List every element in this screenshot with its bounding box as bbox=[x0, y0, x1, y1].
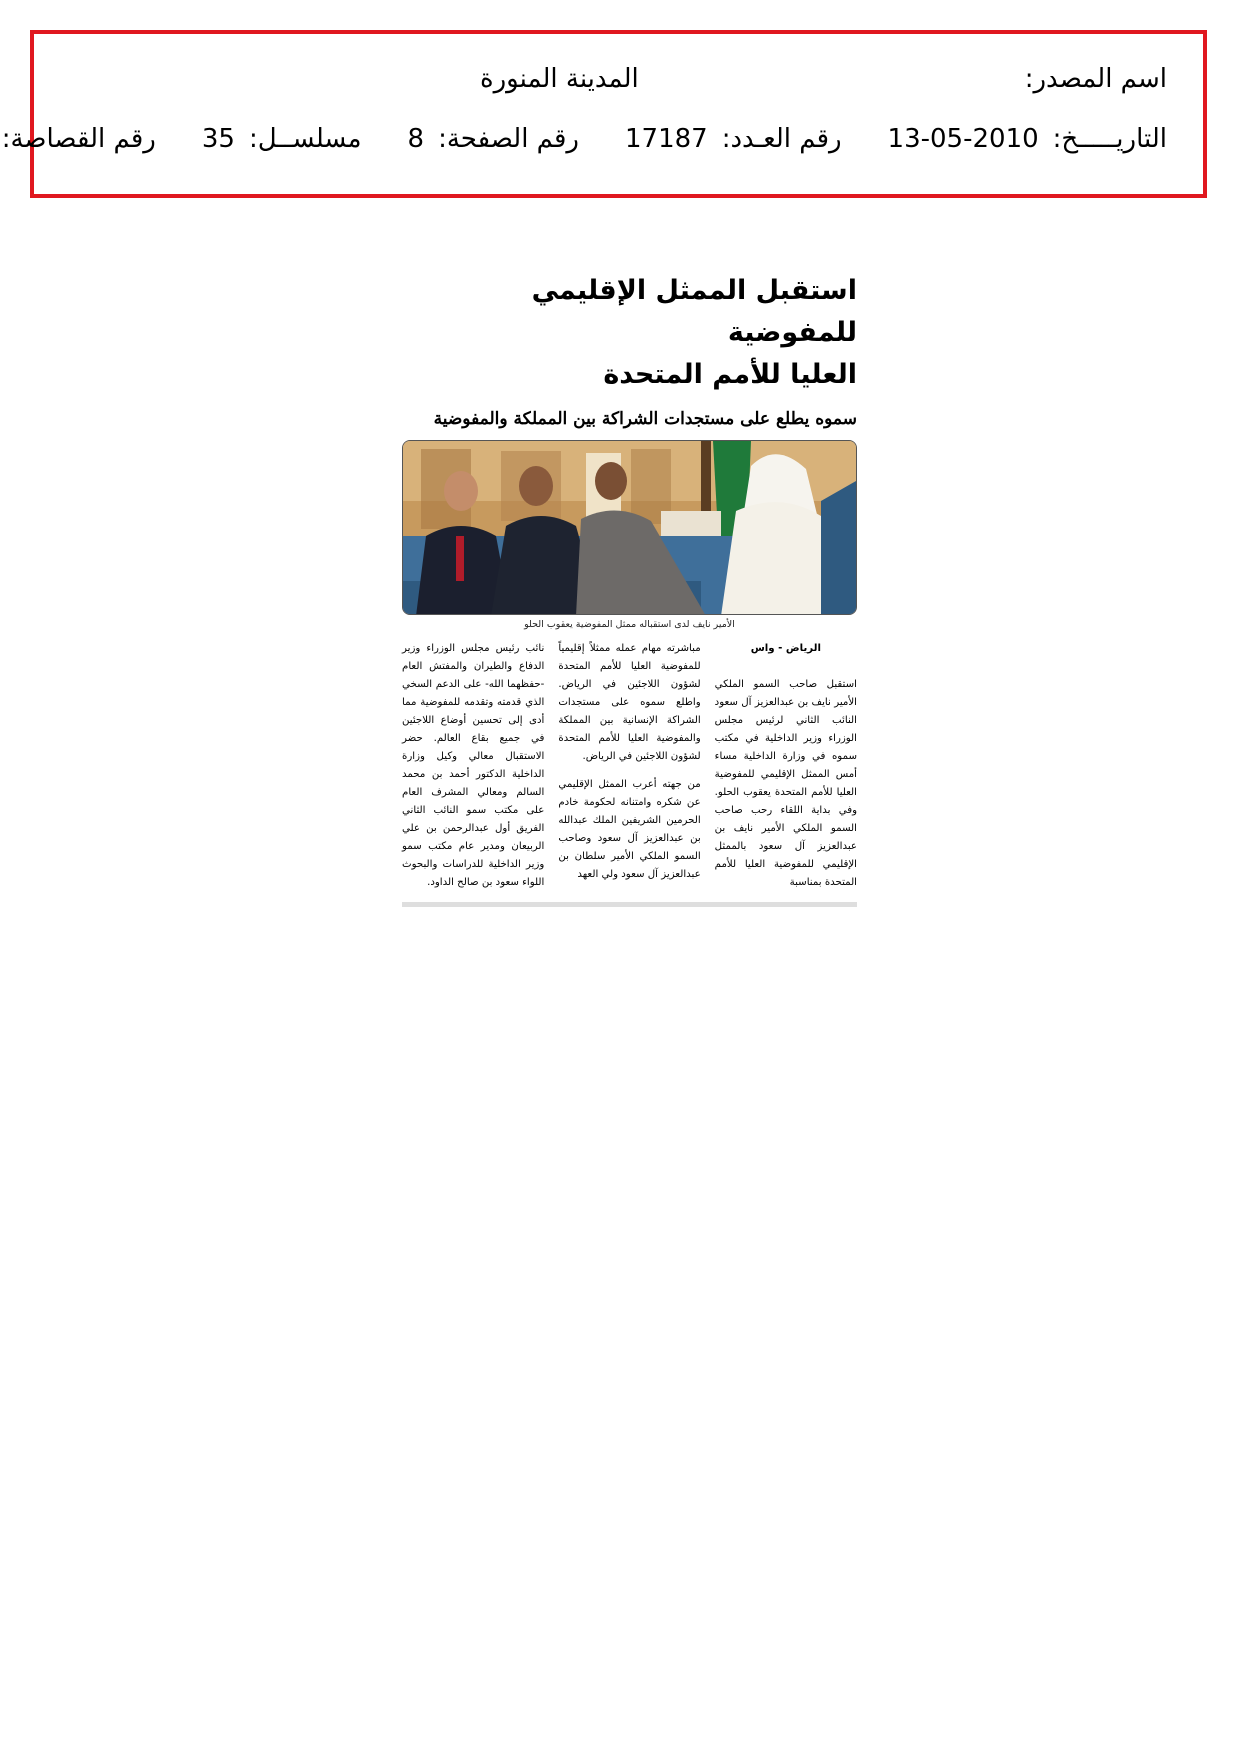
headline bbox=[402, 270, 857, 396]
body-column-1 bbox=[715, 640, 857, 892]
date-value: 13-05-2010 bbox=[887, 124, 1039, 154]
newspaper-article bbox=[402, 270, 857, 907]
article-body bbox=[402, 640, 857, 892]
column-1-paragraph: استقبل صاحب السمو الملكي الأمير نايف بن عبدالعزيز آل سعود النائب الثاني لرئيس مجلس الوزراء وزير الداخلية في مكتب سموه في وزارة الداخلية مساء أمس الممثل الإقليمي للمفوضية العليا للأمم المتحدة يعقوب الحلو. وفي بداية اللقاء رحب صاحب السمو الملكي الأمير نايف بن عبدالعزيز آل سعود بالممثل الإقليمي للمفوضية العليا للأمم المتحدة بمناسبة bbox=[714, 679, 857, 888]
page-label: رقم الصفحة: bbox=[438, 124, 579, 154]
headline-line2: العليا للأمم المتحدة bbox=[603, 359, 857, 390]
dateline: الرياض - واس bbox=[750, 643, 821, 654]
headline-line1: استقبل الممثل الإقليمي للمفوضية bbox=[531, 275, 857, 348]
page-value: 8 bbox=[407, 124, 425, 154]
source-row bbox=[70, 64, 1167, 94]
subheadline: سموه يطلع على مستجدات الشراكة بين المملكة والمفوضية bbox=[433, 409, 857, 429]
source-value: المدينة المنورة bbox=[479, 64, 639, 94]
column-3-paragraph: نائب رئيس مجلس الوزراء وزير الدفاع والطيران والمفتش العام -حفظهما الله- على الدعم السخي الذي قدمته وتقدمه للمفوضية مما أدى إلى تحسين أوضاع اللاجئين في جميع بقاع العالم. حضر الاستقبال معالي وكيل وزارة الداخلية الدكتور أحمد بن محمد السالم ومعالي المشرف العام على مكتب سمو النائب الثاني الفريق أول عبدالرحمن بن علي الربيعان ومدير عام مكتب سمو وزير الداخلية للدراسات والبحوث اللواء سعود بن صالح الداود. bbox=[402, 643, 545, 888]
clip-label: رقم القصاصة: bbox=[1, 124, 156, 154]
meeting-photo-illustration bbox=[402, 441, 856, 615]
column-2-paragraph-2: من جهته أعرب الممثل الإقليمي عن شكره وامتنانه لحكومة خادم الحرمين الشريفين الملك عبدالله بن عبدالعزيز آل سعود وصاحب السمو الملكي الأمير سلطان بن عبدالعزيز آل سعود ولي العهد bbox=[558, 779, 701, 880]
date-label: التاريـــــخ: bbox=[1052, 124, 1167, 154]
column-2-paragraph-1: مباشرته مهام عمله ممثلاً إقليمياً للمفوضية العليا للأمم المتحدة لشؤون اللاجئين في الرياض. واطلع سموه على مستجدات الشراكة الإنسانية بين المملكة والمفوضية العليا للأمم المتحدة لشؤون اللاجئين في الرياض. bbox=[558, 643, 701, 762]
issue-label: رقم العـدد: bbox=[721, 124, 842, 154]
photo-caption: الأمير نايف لدى استقباله ممثل المفوضية يعقوب الحلو bbox=[524, 619, 735, 630]
serial-label: مسلســل: bbox=[248, 124, 362, 154]
source-label: اسم المصدر: bbox=[1024, 64, 1167, 94]
details-row bbox=[1, 124, 1167, 154]
body-column-3 bbox=[402, 640, 544, 892]
article-photo bbox=[402, 440, 857, 615]
body-column-2 bbox=[558, 640, 700, 892]
issue-value: 17187 bbox=[624, 124, 708, 154]
bottom-rule bbox=[402, 902, 857, 907]
serial-value: 35 bbox=[201, 124, 235, 154]
clipping-info-box bbox=[1, 30, 1207, 198]
